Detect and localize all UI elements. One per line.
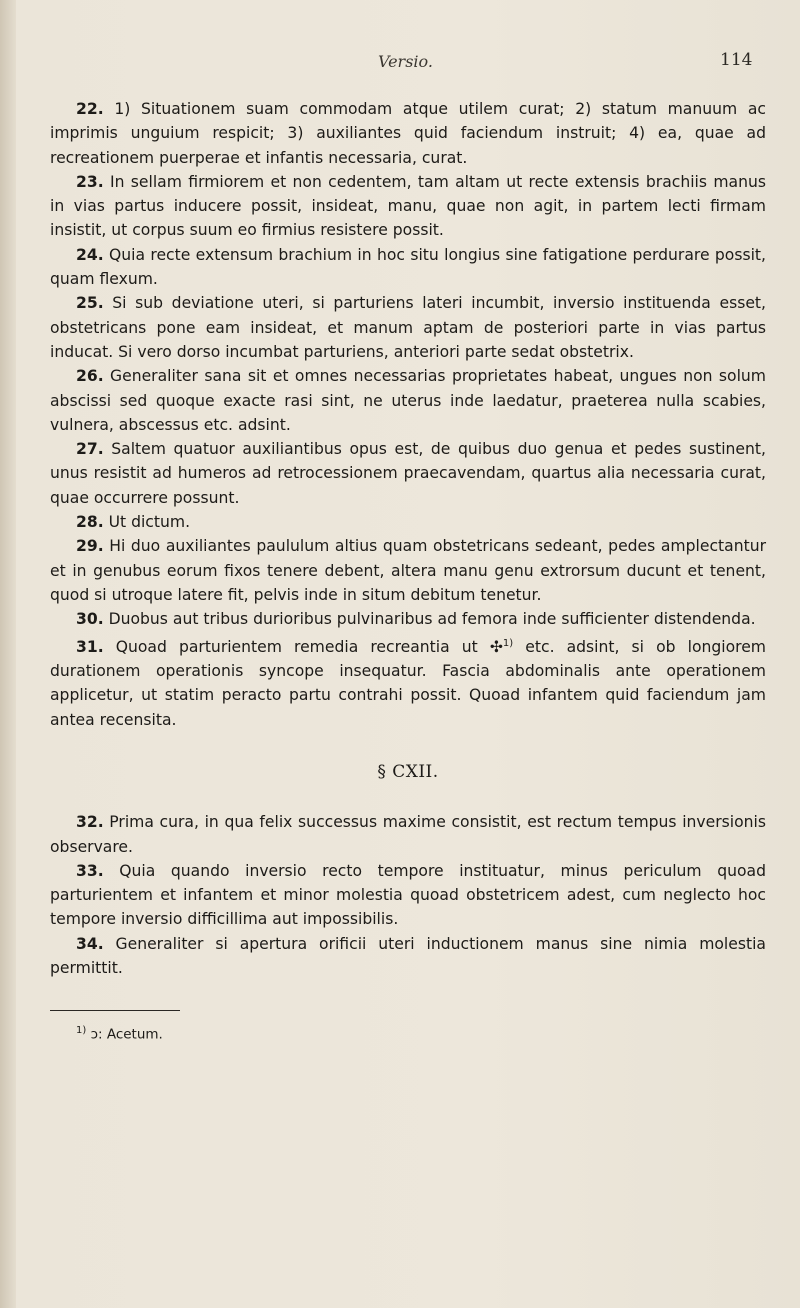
paragraph-22 — [50, 97, 766, 170]
running-head: Versio. — [378, 52, 433, 71]
paragraph-number: 26. — [76, 367, 104, 386]
paragraph-number: 32. — [76, 813, 104, 832]
paragraph-34 — [50, 932, 766, 981]
paragraph-text: Quia quando inversio recto tempore instituatur, minus periculum quoad parturientem et infantem et minor molestia quoad obstetricem adest, cum neglecto hoc tempore inversio difficillima aut impossibilis. — [50, 861, 766, 929]
paragraph-number: 31. — [76, 637, 104, 656]
paragraph-group-top — [50, 97, 766, 632]
paragraph-number: 30. — [76, 610, 104, 629]
paragraph-28 — [50, 510, 766, 534]
paragraph-text: Duobus aut tribus durioribus pulvinaribus ad femora inde sufficienter distendenda. — [108, 610, 756, 629]
footnote — [50, 1019, 766, 1047]
paragraph-text: In sellam firmiorem et non cedentem, tam altam ut recte extensis brachiis manus in vias partus inducere possit, insideat, manu, quae non agit, in partem lecti firmam insistit, ut corpus suum eo firmius resistere possit. — [50, 172, 766, 240]
paragraph-23 — [50, 170, 766, 243]
paragraph-text: etc. adsint, si ob longiorem durationem operationis syncope insequatur. Fascia abdominalis ante operationem applicetur, ut statim peracto partu contrahi possit. Quoad infantem quid faciendum jam antea recensita. — [50, 637, 766, 729]
paragraph-text: Quia recte extensum brachium in hoc situ longius sine fatigatione perdurare possit, quam flexum. — [50, 245, 766, 289]
page-number: 114 — [720, 50, 753, 70]
page-header — [0, 50, 800, 80]
paragraph-number: 34. — [76, 934, 104, 953]
paragraph-group-bottom — [50, 810, 766, 980]
footnote-marker: 1) — [76, 1025, 87, 1037]
paragraph-number: 28. — [76, 513, 104, 532]
paragraph-text: Generaliter si apertura orificii uteri inductionem manus sine nimia molestia permittit. — [50, 934, 766, 977]
paragraph-text: 1) Situationem suam commodam atque utilem curat; 2) statum manuum ac imprimis unguium respicit; 3) auxiliantes quid faciendum instruit; 4) ea, quae ad recreationem puerperae et infantis necessaria, curat. — [50, 100, 766, 167]
paragraph-number: 27. — [76, 440, 104, 459]
paragraph-30 — [50, 607, 766, 631]
paragraph-33 — [50, 859, 766, 932]
paragraph-text: Ut dictum. — [108, 513, 191, 532]
paragraph-text: Hi duo auxiliantes paululum altius quam obstetricans sedeant, pedes amplectantur et in genubus eorum fixos tenere debent, altera manu genu extrorsum ducunt et tenent, quod si utroque latere fit, pelvis inde in situm debitum tenetur. — [50, 537, 766, 604]
paragraph-text: Generaliter sana sit et omnes necessarias proprietates habeat, ungues non solum abscissi sed quoque exacte rasi sint, ne uterus inde laedatur, praeterea nulla scabies, vulnera, abscessus etc. adsint. — [50, 367, 766, 434]
paragraph-text: Quoad parturientem remedia recreantia ut — [115, 637, 478, 656]
paragraph-25 — [50, 291, 766, 364]
paragraph-text: Prima cura, in qua felix successus maxime consistit, est rectum tempus inversionis observare. — [50, 813, 766, 856]
paragraph-number: 23. — [76, 172, 104, 191]
footnote-divider — [50, 1010, 180, 1011]
footnote-text: ↄ: Acetum. — [90, 1026, 163, 1043]
body-text — [50, 97, 766, 1047]
paragraph-31 — [50, 632, 766, 732]
paragraph-number: 29. — [76, 537, 104, 556]
cross-symbol-icon: ✣ — [489, 637, 503, 656]
paragraph-number: 33. — [76, 861, 104, 880]
paragraph-26 — [50, 364, 766, 437]
paragraph-29 — [50, 534, 766, 607]
paragraph-24 — [50, 243, 766, 292]
footnote-reference: 1) — [502, 637, 514, 649]
page-binding-edge — [0, 0, 16, 1308]
paragraph-text: Si sub deviatione uteri, si parturiens lateri incumbit, inversio instituenda esset, obstetricans pone eam insideat, et manum aptam de posteriori parte in vias partus inducat. Si vero dorso incumbat parturiens, anteriori parte sedat obstetrix. — [50, 294, 766, 361]
section-heading: § CXII. — [377, 761, 439, 782]
paragraph-32 — [50, 810, 766, 859]
paragraph-number: 25. — [76, 294, 104, 313]
paragraph-number: 24. — [76, 245, 104, 264]
paragraph-text: Saltem quatuor auxiliantibus opus est, de quibus duo genua et pedes sustinent, unus resistit ad humeros ad retrocessionem praecavendam, quartus alia necessaria curat, quae occurrere possunt. — [50, 440, 766, 507]
paragraph-number: 22. — [76, 100, 104, 118]
paragraph-27 — [50, 437, 766, 510]
